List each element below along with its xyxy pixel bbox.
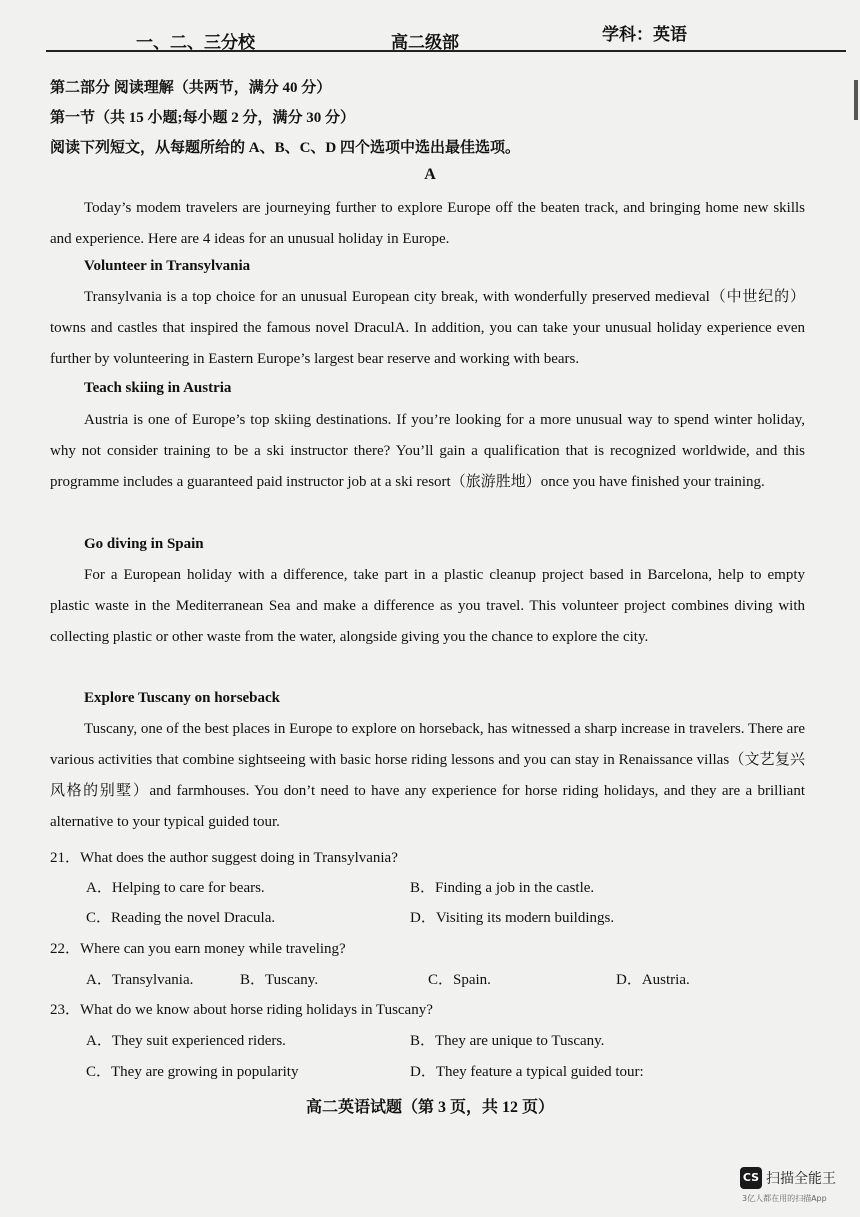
page-footer: 高二英语试题（第 3 页，共 12 页） [305,1099,554,1116]
camscanner-logo-icon: CS [740,1167,762,1189]
option-22d: D．Austria. [616,972,690,988]
item-heading-austria: Teach skiing in Austria [84,380,232,396]
watermark-name: 扫描全能王 [766,1171,836,1187]
header-grade: 高二级部 [391,33,459,52]
item-paragraph-tuscany [50,714,805,838]
header-subject: 学科：英语 [602,25,687,44]
option-21b: B．Finding a job in the castle. [410,880,595,896]
option-23d: D．They feature a typical guided tour: [410,1064,644,1080]
watermark-tagline: 3亿人都在用的扫描App [742,1194,827,1203]
option-23a: A．They suit experienced riders. [86,1033,286,1049]
section-part-title: 第二部分 阅读理解（共两节，满分 40 分） [50,80,332,96]
question-21: 21．What does the author suggest doing in Transylvania? [50,850,398,866]
intro-text: Today’s modem travelers are journeying further to explore Europe off the beaten track, and bringing home new skills and experience. Here are 4 ideas for an unusual holiday in Europe. [50,200,805,247]
item-paragraph-spain [50,560,805,653]
option-21d: D．Visiting its modern buildings. [410,910,615,926]
item-text: For a European holiday with a difference, take part in a plastic cleanup project based in Barcelona, help to empty plastic waste in the Mediterranean Sea and make a difference as you travel. This volunteer project combines diving with collecting plastic or other waste from the water, alongside giving you the chance to explore the city. [50,567,805,645]
passage-title: A [424,166,436,183]
item-text: Transylvania is a top choice for an unusual European city break, with wonderfully preserved medieval（中世纪的）towns and castles that inspired the famous novel DraculA. In addition, you can take your unusual holiday experience even further by volunteering in Eastern Europe’s largest bear reserve and working with bears. [50,289,805,367]
item-text: Tuscany, one of the best places in Europe to explore on horseback, has witnessed a sharp increase in travelers. There are various activities that combine sightseeing with basic horse riding lessons and you can stay in Renaissance villas（文艺复兴风格的别墅）and farmhouses. You don’t need to have any experience for horse riding holidays, and they are a brilliant alternative to your typical guided tour. [50,721,805,830]
instruction: 阅读下列短文，从每题所给的 A、B、C、D 四个选项中选出最佳选项。 [50,140,521,156]
option-23b: B．They are unique to Tuscany. [410,1033,605,1049]
option-23c: C．They are growing in popularity [86,1064,299,1080]
option-21c: C．Reading the novel Dracula. [86,910,276,926]
section-one-title: 第一节（共 15 小题;每小题 2 分，满分 30 分） [50,110,355,126]
option-22c: C．Spain. [428,972,491,988]
option-21a: A．Helping to care for bears. [86,880,265,896]
option-22a: A．Transylvania. [86,972,194,988]
passage-intro [50,193,805,255]
question-22: 22．Where can you earn money while traveling? [50,941,346,957]
item-text: Austria is one of Europe’s top skiing destinations. If you’re looking for a more unusual way to spend winter holiday, why not consider training to be a ski instructor there? You’ll gain a qualification that is recognized worldwide, and this programme includes a guaranteed paid instructor job at a ski resort（旅游胜地）once you have finished your training. [50,412,805,490]
header-school: 一、二、三分校 [136,33,255,52]
item-heading-spain: Go diving in Spain [84,536,204,552]
question-23: 23．What do we know about horse riding holidays in Tuscany? [50,1002,433,1018]
item-paragraph-austria [50,405,805,498]
scanner-watermark [740,1167,852,1207]
item-heading-tuscany: Explore Tuscany on horseback [84,690,281,706]
scan-edge-mark [854,80,858,120]
option-22b: B．Tuscany. [240,972,319,988]
item-heading-transylvania: Volunteer in Transylvania [84,258,251,274]
item-paragraph-transylvania [50,282,805,375]
page-header [46,20,846,52]
